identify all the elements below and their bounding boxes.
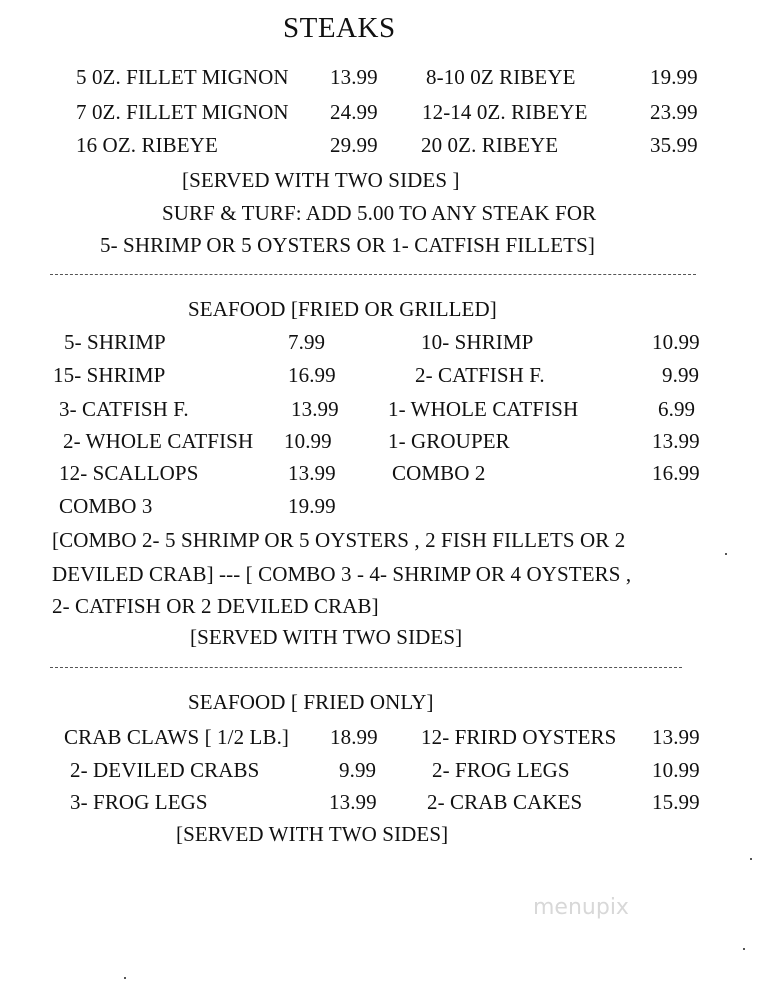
menu-item-price: 19.99 <box>288 494 336 518</box>
menu-item-name: 5 0Z. FILLET MIGNON <box>76 65 289 89</box>
menu-item-name: 10- SHRIMP <box>421 330 534 354</box>
section-heading: SEAFOOD [ FRIED ONLY] <box>188 690 434 714</box>
scan-speck <box>750 858 752 860</box>
menu-item-name: COMBO 3 <box>59 494 153 518</box>
menu-item-name: 12- FRIRD OYSTERS <box>421 725 617 749</box>
menu-item-name: COMBO 2 <box>392 461 486 485</box>
menu-item-name: 5- SHRIMP <box>64 330 166 354</box>
menu-item-name: 3- CATFISH F. <box>59 397 189 421</box>
menu-item-price: 19.99 <box>650 65 698 89</box>
scan-speck <box>124 977 126 979</box>
menu-item-name: CRAB CLAWS [ 1/2 LB.] <box>64 725 290 749</box>
menu-item-price: 18.99 <box>330 725 378 749</box>
menu-item-price: 13.99 <box>288 461 336 485</box>
menu-item-price: 13.99 <box>330 65 378 89</box>
surf-turf-note: SURF & TURF: ADD 5.00 TO ANY STEAK FOR <box>162 201 597 225</box>
combo-description: [COMBO 2- 5 SHRIMP OR 5 OYSTERS , 2 FISH FILLETS OR 2 <box>52 528 626 552</box>
scan-speck <box>725 553 727 555</box>
menu-item-price: 10.99 <box>652 758 700 782</box>
combo-description: DEVILED CRAB] --- [ COMBO 3 - 4- SHRIMP OR 4 OYSTERS , <box>52 562 632 586</box>
menu-item-price: 15.99 <box>652 790 700 814</box>
menu-item-name: 2- DEVILED CRABS <box>70 758 260 782</box>
menu-item-name: 16 OZ. RIBEYE <box>76 133 218 157</box>
menu-item-price: 13.99 <box>291 397 339 421</box>
menu-item-price: 10.99 <box>652 330 700 354</box>
seafood-sides-note: [SERVED WITH TWO SIDES] <box>190 625 463 649</box>
menu-item-name: 2- CRAB CAKES <box>427 790 583 814</box>
steaks-sides-note: [SERVED WITH TWO SIDES ] <box>182 168 460 192</box>
menu-item-price: 9.99 <box>662 363 700 387</box>
menu-item-name: 8-10 0Z RIBEYE <box>426 65 576 89</box>
menu-item-price: 29.99 <box>330 133 378 157</box>
surf-turf-options: 5- SHRIMP OR 5 OYSTERS OR 1- CATFISH FILLETS] <box>100 233 595 257</box>
menu-item-name: 1- GROUPER <box>388 429 510 453</box>
menu-item-price: 13.99 <box>329 790 377 814</box>
menu-item-name: 2- WHOLE CATFISH <box>63 429 254 453</box>
menu-item-name: 20 0Z. RIBEYE <box>421 133 559 157</box>
scan-speck <box>743 948 745 950</box>
menu-item-name: 1- WHOLE CATFISH <box>388 397 579 421</box>
menu-item-price: 24.99 <box>330 100 378 124</box>
menu-item-price: 16.99 <box>288 363 336 387</box>
watermark-logo: menupix <box>533 895 629 920</box>
section-divider <box>50 274 696 275</box>
menu-item-price: 9.99 <box>339 758 377 782</box>
menu-item-price: 23.99 <box>650 100 698 124</box>
fried-sides-note: [SERVED WITH TWO SIDES] <box>176 822 449 846</box>
menu-item-price: 35.99 <box>650 133 698 157</box>
menu-item-price: 13.99 <box>652 429 700 453</box>
menu-item-price: 10.99 <box>284 429 332 453</box>
menu-item-price: 13.99 <box>652 725 700 749</box>
menu-item-price: 16.99 <box>652 461 700 485</box>
menu-item-name: 7 0Z. FILLET MIGNON <box>76 100 289 124</box>
menu-item-name: 12-14 0Z. RIBEYE <box>422 100 588 124</box>
menu-item-name: 2- FROG LEGS <box>432 758 570 782</box>
section-heading: SEAFOOD [FRIED OR GRILLED] <box>188 297 497 321</box>
menu-item-name: 3- FROG LEGS <box>70 790 208 814</box>
page-title: STEAKS <box>283 12 396 44</box>
section-divider <box>50 667 682 668</box>
menu-item-name: 2- CATFISH F. <box>415 363 545 387</box>
combo-description: 2- CATFISH OR 2 DEVILED CRAB] <box>52 594 379 618</box>
menu-item-name: 15- SHRIMP <box>53 363 166 387</box>
menu-item-price: 6.99 <box>658 397 696 421</box>
menu-item-price: 7.99 <box>288 330 326 354</box>
menu-item-name: 12- SCALLOPS <box>59 461 199 485</box>
